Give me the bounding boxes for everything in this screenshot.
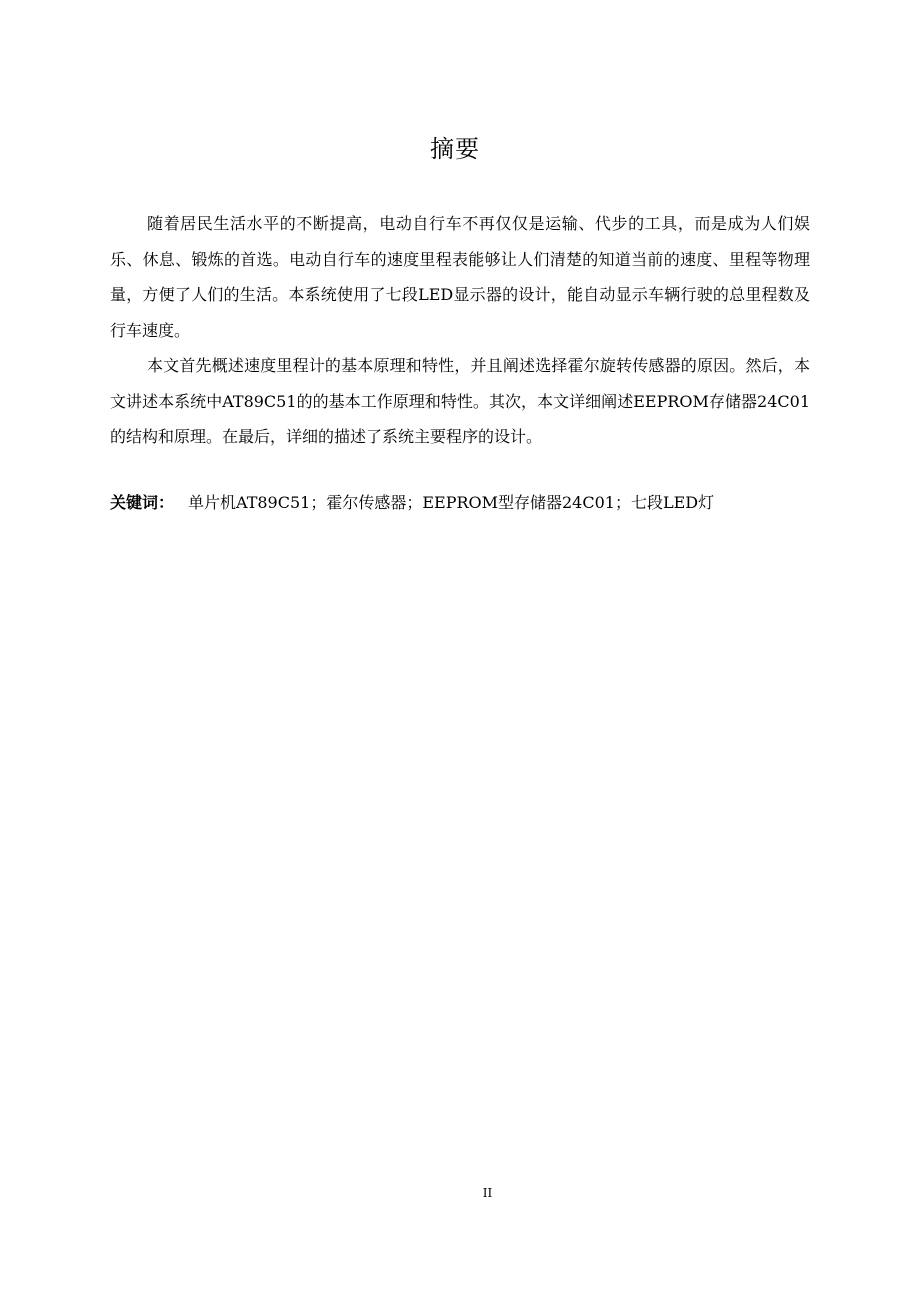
keywords-line	[110, 489, 810, 517]
abstract-paragraph-1: 随着居民生活水平的不断提高，电动自行车不再仅仅是运输、代步的工具，而是成为人们娱乐、休息、锻炼的首选。电动自行车的速度里程表能够让人们清楚的知道当前的速度、里程等物理量，方便了人们的生活。本系统使用了七段LED显示器的设计，能自动显示车辆行驶的总里程数及行车速度。	[110, 214, 810, 340]
keywords-label: 关键词：	[110, 493, 175, 512]
page-number: II	[482, 1186, 493, 1200]
abstract-title: 摘要	[430, 135, 480, 163]
keywords-text: 单片机AT89C51；霍尔传感器；EEPROM型存储器24C01；七段LED灯	[188, 493, 715, 512]
abstract-paragraph-2: 本文首先概述速度里程计的基本原理和特性，并且阐述选择霍尔旋转传感器的原因。然后，本文讲述本系统中AT89C51的的基本工作原理和特性。其次，本文详细阐述EEPROM存储器24C01的结构和原理。在最后，详细的描述了系统主要程序的设计。	[110, 356, 810, 446]
abstract-body	[110, 206, 810, 455]
